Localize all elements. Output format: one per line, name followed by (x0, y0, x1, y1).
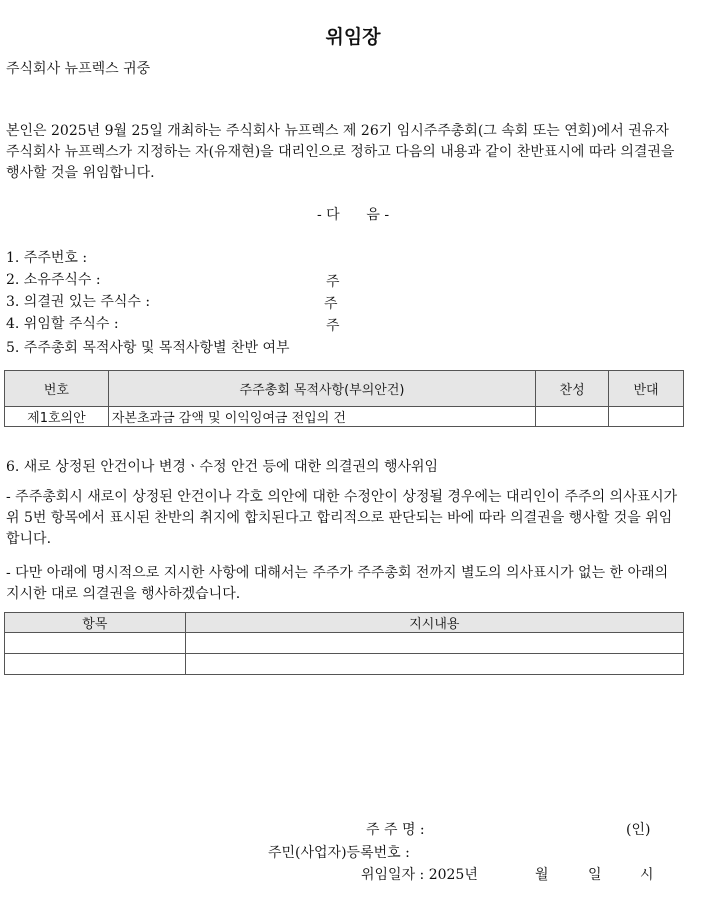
shareholder-name-label: 주 주 명 : (366, 822, 425, 838)
table-row (5, 654, 684, 675)
voting-shares-unit: 주 (324, 296, 338, 312)
header-for: 찬성 (536, 371, 609, 407)
date-month: 월 (535, 867, 549, 883)
instruction-content-cell[interactable] (185, 654, 683, 675)
section6-paragraph-1: - 주주총회시 새로이 상정된 안건이나 각호 의안에 대한 수정안이 상정될 경우에는 대리인이 주주의 의사표시가 위 5번 항목에서 표시된 찬반의 취지에 합치된다고 합리적으로 판단되는 바에 따라 의결권을 행사할 것을 위임합니다. (6, 489, 678, 547)
intro-paragraph: 본인은 2025년 9월 25일 개최하는 주식회사 뉴프렉스 제 26기 임시주주총회(그 속회 또는 연회)에서 권유자 주식회사 뉴프렉스가 지정하는 자(유재현)을 대리인으로 정하고 다음의 내용과 같이 찬반표시에 따라 의결권을 행사할 것을 위임합니다. (6, 123, 675, 181)
agenda-table-header (5, 371, 684, 407)
item-shareholder-number: 1. 주주번호 : (6, 250, 88, 266)
vote-against-cell[interactable] (609, 407, 684, 427)
item-voting-shares: 3. 의결권 있는 주식수 : (6, 294, 151, 310)
section6-title: 6. 새로 상정된 안건이나 변경ㆍ수정 안건 등에 대한 의결권의 행사위임 (6, 459, 439, 475)
header-against: 반대 (609, 371, 684, 407)
date-day: 일 (588, 867, 602, 883)
header-item: 항목 (5, 613, 186, 633)
instruction-item-cell[interactable] (5, 654, 186, 675)
header-instruction: 지시내용 (185, 613, 683, 633)
instruction-content-cell[interactable] (185, 633, 683, 654)
instruction-item-cell[interactable] (5, 633, 186, 654)
delegation-date-label: 위임일자 : 2025년 (361, 867, 478, 883)
table-row (5, 407, 684, 427)
vote-for-cell[interactable] (536, 407, 609, 427)
seal-mark: (인) (626, 822, 651, 838)
agenda-number-cell: 제1호의안 (5, 407, 109, 427)
instruction-table-header (5, 613, 684, 633)
agenda-item-cell: 자본초과금 감액 및 이익잉여금 전입의 건 (108, 407, 535, 427)
agenda-table (4, 370, 684, 427)
header-agenda: 주주총회 목적사항(부의안건) (108, 371, 535, 407)
item-owned-shares: 2. 소유주식수 : (6, 272, 101, 288)
item-agenda-votes: 5. 주주총회 목적사항 및 목적사항별 찬반 여부 (6, 340, 290, 356)
date-time: 시 (640, 867, 654, 883)
header-number: 번호 (5, 371, 109, 407)
addressee: 주식회사 뉴프렉스 귀중 (6, 61, 151, 77)
item-delegated-shares: 4. 위임할 주식수 : (6, 316, 119, 332)
section6-paragraph-2: - 다만 아래에 명시적으로 지시한 사항에 대해서는 주주가 주주총회 전까지 별도의 의사표시가 없는 한 아래의 지시한 대로 의결권을 행사하겠습니다. (6, 565, 669, 602)
owned-shares-unit: 주 (326, 274, 340, 290)
instruction-table (4, 612, 684, 675)
document-title: 위임장 (325, 26, 381, 48)
table-row (5, 633, 684, 654)
section-heading: - 다 음 - (316, 207, 390, 223)
registration-number-label: 주민(사업자)등록번호 : (268, 845, 410, 861)
delegated-shares-unit: 주 (326, 318, 340, 334)
